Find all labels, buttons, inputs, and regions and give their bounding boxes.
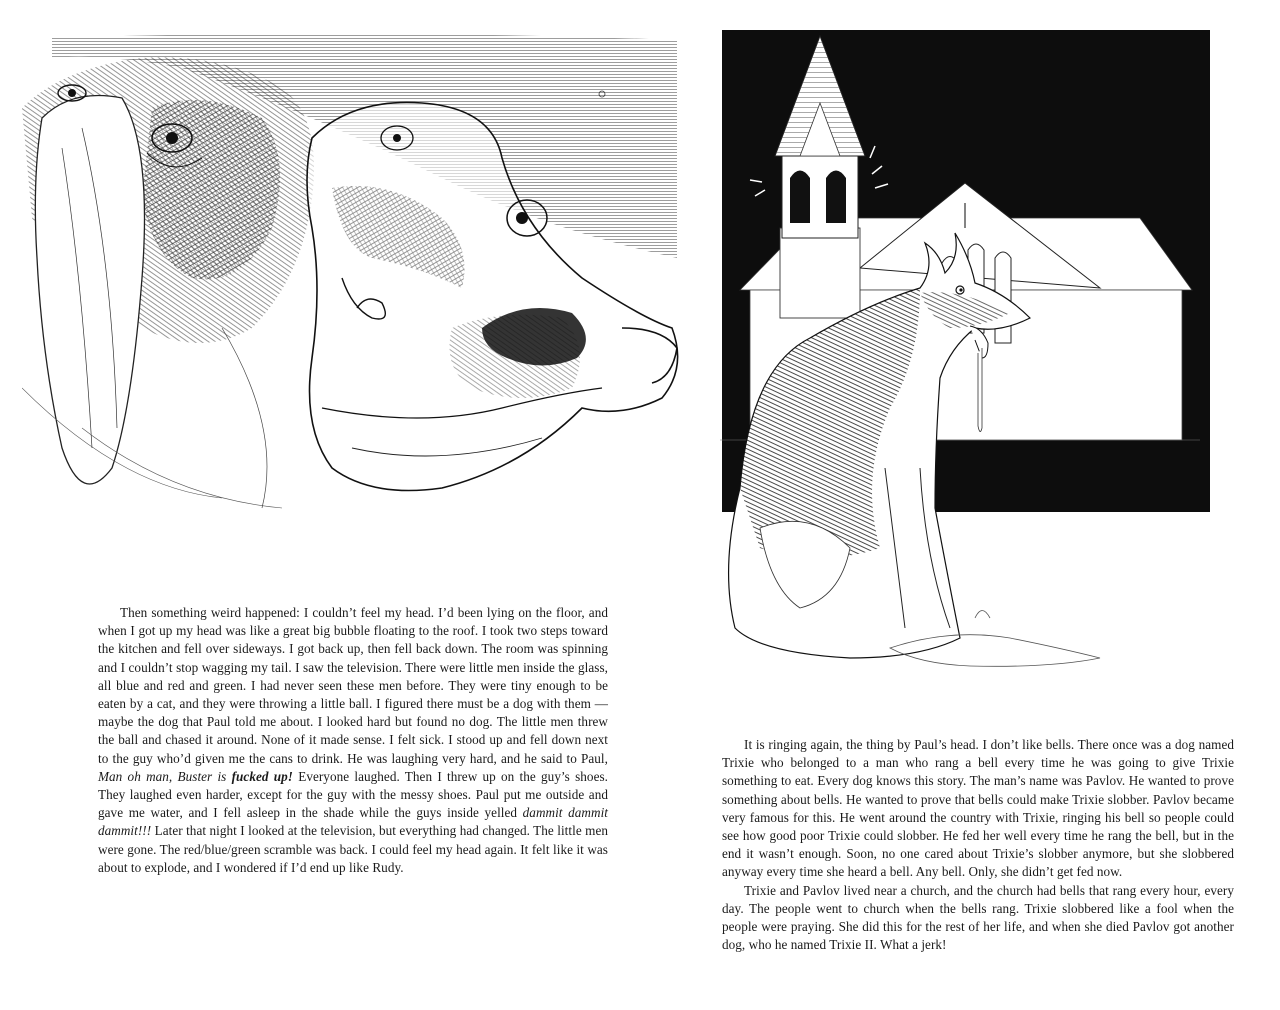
- right-page-body-text: [722, 736, 1234, 954]
- text-segment: It is ringing again, the thing by Paul’s head. I don’t like bells. There once was a dog named Trixie who belonged to a man who rang a bell every time he was going to give Trixie something to eat. Every dog knows this story. The man’s name was Pavlov. He wanted to prove something about bells. He wanted to prove that bells could make Trixie slobber. Pavlov became very famous for this. He went around the country with Trixie, ringing his bell so people could see how good poor Trixie could slobber. He fed her well every time he rang the bell, but in the end it wasn’t enough. Soon, no one cared about Trixie’s slobber anymore, but she slobbered anyway every time she heard a bell. Any bell. Only, she didn’t get fed now.: [722, 737, 1234, 880]
- text-segment-italic: dammit dammit dammit!!!: [98, 805, 608, 839]
- text-segment-bold-italic: fucked up!: [231, 768, 293, 784]
- text-segment: Trixie and Pavlov lived near a church, and the church had bells that rang every hour, every day. The people went to church when the bells rang. Trixie slobbered like a fool when the people were praying. She did this for the rest of her life, and when she died Pavlov got another dog, who he named Trixie II. What a jerk!: [722, 882, 1234, 953]
- dog-heads-illustration: [22, 28, 684, 528]
- text-segment: Everyone laughed. Then I threw up on the guy’s shoes. They laughed even harder, except for the guy with the messy shoes. Paul put me outside and gave me water, and I fell asleep in the shade while the guys inside yelled: [98, 768, 609, 821]
- left-page-body-text: [98, 604, 608, 877]
- church-dog-illustration: [720, 28, 1215, 668]
- paragraph: [722, 736, 1234, 882]
- text-segment-italic: Man oh man, Buster is: [98, 768, 232, 784]
- text-segment: Then something weird happened: I couldn’t feel my head. I’d been lying on the floor, and when I got up my head was like a great big bubble floating to the roof. I took two steps toward the kitchen and fell over sideways. I got back up, then fell back down. The room was spinning and I couldn’t stop wagging my tail. I saw the television. There were little men inside the glass, all blue and red and green. I had never seen these men before. They were tiny enough to be eaten by a cat, and they were throwing a little ball. I figured there must be a dog with them — maybe the dog that Paul told me about. I looked hard but found no dog. The little men threw the ball and chased it around. None of it made sense. I felt sick. I stood up and fell down next to the guy who’d given me the cans to drink. He was laughing very hard, and he said to Paul,: [98, 605, 608, 766]
- paragraph: [98, 604, 608, 877]
- paragraph: [722, 882, 1234, 955]
- text-segment: Later that night I looked at the television, but everything had changed. The little men were gone. The red/blue/green scramble was back. I could feel my head again. It felt like it was about to explode, and I wondered if I’d end up like Rudy.: [98, 823, 608, 875]
